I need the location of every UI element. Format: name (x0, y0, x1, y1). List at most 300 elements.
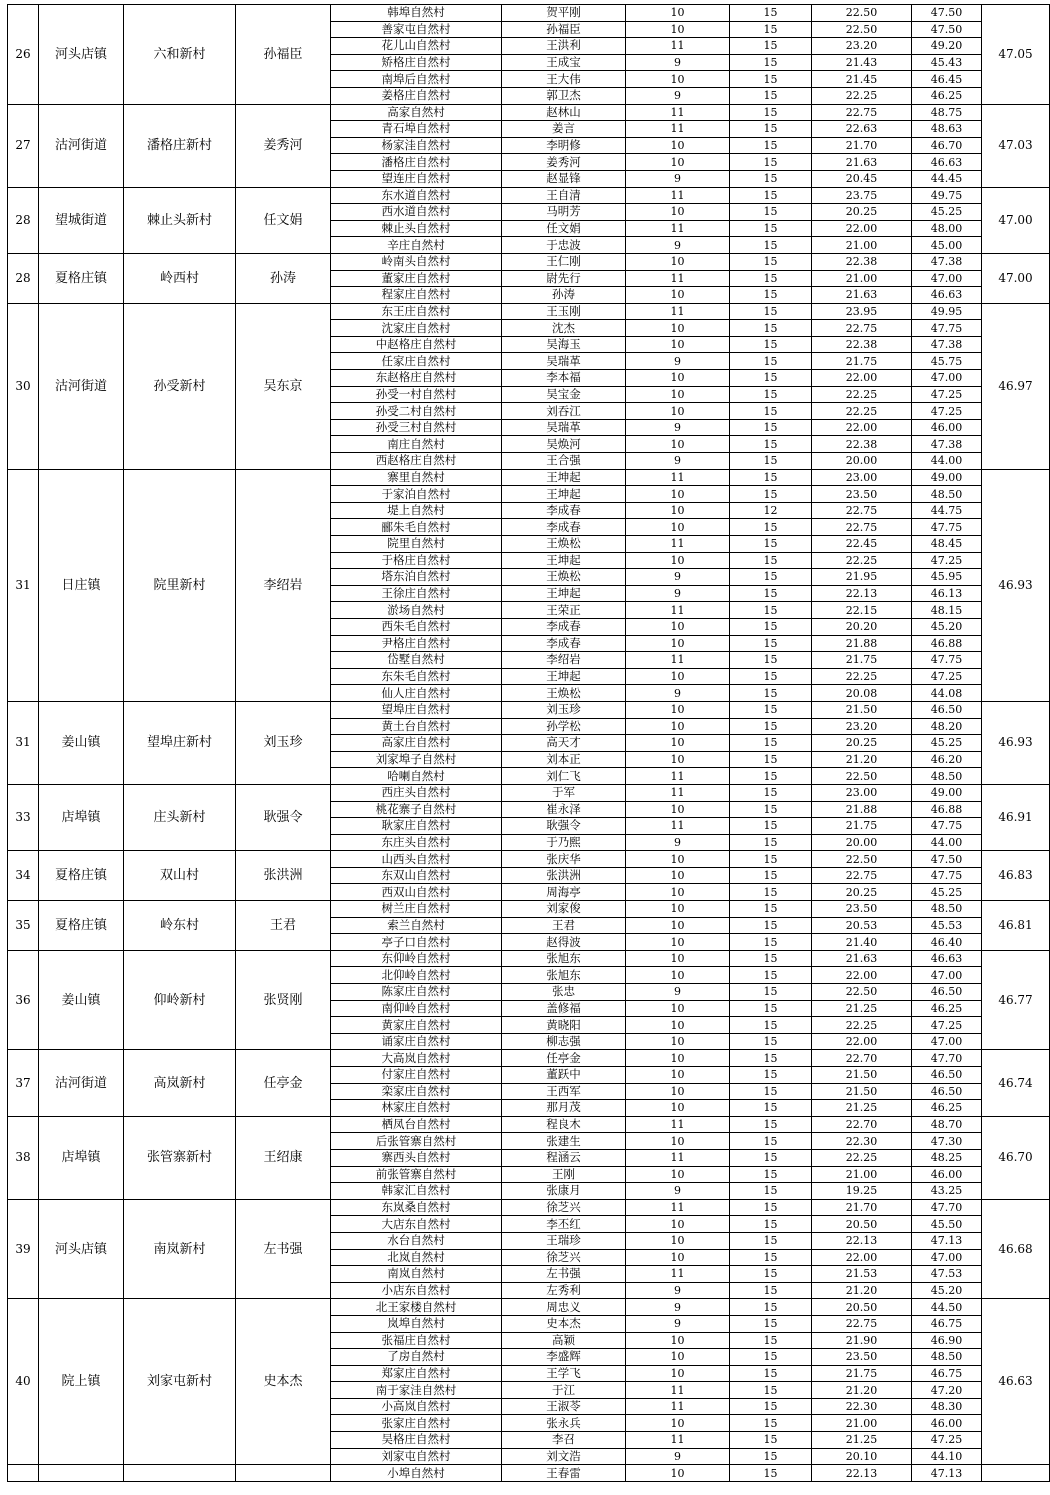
contact-cell: 张旭东 (502, 950, 626, 967)
contact-cell: 赵得波 (502, 934, 626, 951)
score-b-cell: 15 (730, 237, 812, 254)
score-b-cell: 15 (730, 602, 812, 619)
score-c-cell: 21.50 (812, 1067, 912, 1084)
rank-cell: 39 (8, 1199, 39, 1299)
contact-cell: 郭卫杰 (502, 87, 626, 104)
score-a-cell: 10 (626, 1000, 730, 1017)
contact-cell: 李明修 (502, 137, 626, 154)
score-c-cell: 22.25 (812, 87, 912, 104)
total-cell: 47.25 (912, 552, 982, 569)
score-a-cell: 10 (626, 701, 730, 718)
total-cell: 46.75 (912, 1315, 982, 1332)
score-a-cell: 10 (626, 884, 730, 901)
score-b-cell: 12 (730, 502, 812, 519)
score-a-cell: 10 (626, 1166, 730, 1183)
natural-village-cell: 哈喇自然村 (331, 768, 502, 785)
score-b-cell: 15 (730, 1448, 812, 1465)
village-cell: 南岚新村 (124, 1199, 236, 1299)
score-b-cell: 15 (730, 1083, 812, 1100)
town-cell: 沽河街道 (39, 104, 124, 187)
total-cell: 47.38 (912, 253, 982, 270)
total-cell: 45.43 (912, 54, 982, 71)
contact-cell: 王洪利 (502, 38, 626, 55)
score-b-cell: 15 (730, 685, 812, 702)
score-c-cell: 22.75 (812, 519, 912, 536)
total-cell: 47.38 (912, 436, 982, 453)
score-c-cell: 22.00 (812, 370, 912, 387)
contact-cell: 高天才 (502, 735, 626, 752)
score-c-cell: 23.00 (812, 784, 912, 801)
village-cell: 岭东村 (124, 901, 236, 951)
score-b-cell: 15 (730, 718, 812, 735)
score-b-cell: 15 (730, 1315, 812, 1332)
score-c-cell: 20.50 (812, 1299, 912, 1316)
score-b-cell: 15 (730, 270, 812, 287)
total-cell: 45.20 (912, 618, 982, 635)
score-c-cell: 23.50 (812, 486, 912, 503)
score-b-cell: 15 (730, 569, 812, 586)
natural-village-cell: 韩埠自然村 (331, 5, 502, 22)
total-cell: 47.13 (912, 1232, 982, 1249)
score-c-cell: 22.38 (812, 253, 912, 270)
score-a-cell: 11 (626, 1432, 730, 1449)
score-c-cell: 22.38 (812, 336, 912, 353)
contact-cell: 王淑苓 (502, 1398, 626, 1415)
score-c-cell: 22.50 (812, 21, 912, 38)
total-cell: 46.25 (912, 1000, 982, 1017)
score-b-cell: 15 (730, 1000, 812, 1017)
average-cell (982, 1465, 1050, 1482)
natural-village-cell: 沈家庄自然村 (331, 320, 502, 337)
contact-cell: 王仁刚 (502, 253, 626, 270)
score-b-cell: 15 (730, 867, 812, 884)
contact-cell: 吴海玉 (502, 336, 626, 353)
score-c-cell: 22.75 (812, 1315, 912, 1332)
leader-cell: 吴东京 (236, 303, 331, 469)
score-c-cell: 21.75 (812, 818, 912, 835)
score-a-cell: 10 (626, 320, 730, 337)
contact-cell: 王春雷 (502, 1465, 626, 1482)
score-b-cell: 15 (730, 536, 812, 553)
score-c-cell: 20.10 (812, 1448, 912, 1465)
score-b-cell: 15 (730, 253, 812, 270)
natural-village-cell: 孙受三村自然村 (331, 419, 502, 436)
contact-cell: 耿强令 (502, 818, 626, 835)
score-c-cell: 22.70 (812, 1050, 912, 1067)
total-cell: 43.25 (912, 1183, 982, 1200)
contact-cell: 刘本正 (502, 751, 626, 768)
natural-village-cell: 辛庄自然村 (331, 237, 502, 254)
score-a-cell: 11 (626, 220, 730, 237)
natural-village-cell: 棘止头自然村 (331, 220, 502, 237)
natural-village-cell: 西水道自然村 (331, 204, 502, 221)
contact-cell: 马明芳 (502, 204, 626, 221)
score-c-cell: 22.25 (812, 1149, 912, 1166)
score-a-cell: 11 (626, 38, 730, 55)
table-row (8, 784, 1050, 801)
total-cell: 47.00 (912, 1249, 982, 1266)
score-a-cell: 9 (626, 419, 730, 436)
total-cell: 47.25 (912, 1432, 982, 1449)
score-c-cell: 21.00 (812, 1166, 912, 1183)
score-b-cell: 15 (730, 784, 812, 801)
score-a-cell: 10 (626, 967, 730, 984)
contact-cell: 崔永泽 (502, 801, 626, 818)
score-a-cell: 10 (626, 1365, 730, 1382)
score-b-cell: 15 (730, 187, 812, 204)
score-a-cell: 11 (626, 1382, 730, 1399)
leader-cell: 任文娟 (236, 187, 331, 253)
total-cell: 44.45 (912, 170, 982, 187)
score-a-cell: 10 (626, 253, 730, 270)
total-cell: 47.00 (912, 967, 982, 984)
leader-cell: 王绍康 (236, 1116, 331, 1199)
score-b-cell: 15 (730, 303, 812, 320)
table-row (8, 1199, 1050, 1216)
natural-village-cell: 亭子口自然村 (331, 934, 502, 951)
score-c-cell: 22.25 (812, 386, 912, 403)
contact-cell: 王坤起 (502, 486, 626, 503)
score-a-cell: 10 (626, 1033, 730, 1050)
total-cell: 44.00 (912, 834, 982, 851)
contact-cell: 王瑞珍 (502, 1232, 626, 1249)
total-cell: 46.00 (912, 1415, 982, 1432)
score-c-cell: 21.00 (812, 270, 912, 287)
score-b-cell: 15 (730, 1266, 812, 1283)
score-a-cell: 11 (626, 469, 730, 486)
average-cell: 47.05 (982, 5, 1050, 105)
total-cell: 46.25 (912, 1100, 982, 1117)
village-cell: 潘格庄新村 (124, 104, 236, 187)
natural-village-cell: 望连庄自然村 (331, 170, 502, 187)
score-a-cell: 9 (626, 87, 730, 104)
score-b-cell: 15 (730, 21, 812, 38)
score-b-cell: 15 (730, 934, 812, 951)
natural-village-cell: 张福庄自然村 (331, 1332, 502, 1349)
score-c-cell: 23.75 (812, 187, 912, 204)
total-cell: 49.20 (912, 38, 982, 55)
total-cell: 47.75 (912, 652, 982, 669)
score-b-cell: 15 (730, 320, 812, 337)
total-cell: 47.00 (912, 1033, 982, 1050)
score-c-cell: 21.20 (812, 751, 912, 768)
score-b-cell: 15 (730, 1100, 812, 1117)
total-cell: 46.20 (912, 751, 982, 768)
score-a-cell: 11 (626, 270, 730, 287)
rank-cell: 31 (8, 469, 39, 701)
score-b-cell: 15 (730, 204, 812, 221)
score-c-cell: 22.25 (812, 1017, 912, 1034)
leader-cell: 史本杰 (236, 1299, 331, 1465)
contact-cell: 史本杰 (502, 1315, 626, 1332)
contact-cell: 王坤起 (502, 552, 626, 569)
town-cell: 沽河街道 (39, 303, 124, 469)
natural-village-cell: 树兰庄自然村 (331, 901, 502, 918)
contact-cell: 吴瑞革 (502, 353, 626, 370)
total-cell: 45.20 (912, 1282, 982, 1299)
town-cell (39, 1465, 124, 1482)
total-cell: 45.50 (912, 1216, 982, 1233)
score-c-cell: 20.50 (812, 1216, 912, 1233)
score-a-cell: 10 (626, 204, 730, 221)
score-a-cell: 9 (626, 54, 730, 71)
contact-cell: 程良木 (502, 1116, 626, 1133)
rank-cell: 27 (8, 104, 39, 187)
score-a-cell: 10 (626, 934, 730, 951)
contact-cell: 张庆华 (502, 851, 626, 868)
natural-village-cell: 姜格庄自然村 (331, 87, 502, 104)
score-a-cell: 9 (626, 1183, 730, 1200)
natural-village-cell: 付家庄自然村 (331, 1067, 502, 1084)
total-cell: 46.88 (912, 635, 982, 652)
village-cell: 院里新村 (124, 469, 236, 701)
village-cell: 孙受新村 (124, 303, 236, 469)
score-a-cell: 10 (626, 386, 730, 403)
total-cell: 47.75 (912, 519, 982, 536)
natural-village-cell: 东赵格庄自然村 (331, 370, 502, 387)
contact-cell: 王学飞 (502, 1365, 626, 1382)
score-a-cell: 10 (626, 718, 730, 735)
total-cell: 49.00 (912, 784, 982, 801)
contact-cell: 高颖 (502, 1332, 626, 1349)
town-cell: 河头店镇 (39, 5, 124, 105)
table-row (8, 851, 1050, 868)
score-a-cell: 9 (626, 685, 730, 702)
contact-cell: 周海亭 (502, 884, 626, 901)
leader-cell: 孙涛 (236, 253, 331, 303)
natural-village-cell: 大高岚自然村 (331, 1050, 502, 1067)
natural-village-cell: 董家庄自然村 (331, 270, 502, 287)
total-cell: 45.53 (912, 917, 982, 934)
contact-cell: 徐芝兴 (502, 1199, 626, 1216)
score-c-cell: 22.30 (812, 1133, 912, 1150)
table-row (8, 1116, 1050, 1133)
natural-village-cell: 林家庄自然村 (331, 1100, 502, 1117)
score-a-cell: 10 (626, 1050, 730, 1067)
total-cell: 46.63 (912, 287, 982, 304)
leader-cell: 耿强令 (236, 784, 331, 850)
score-c-cell: 22.75 (812, 867, 912, 884)
total-cell: 44.10 (912, 1448, 982, 1465)
total-cell: 45.00 (912, 237, 982, 254)
natural-village-cell: 大店东自然村 (331, 1216, 502, 1233)
leader-cell: 左书强 (236, 1199, 331, 1299)
total-cell: 44.50 (912, 1299, 982, 1316)
contact-cell: 王成宝 (502, 54, 626, 71)
score-a-cell: 9 (626, 353, 730, 370)
score-c-cell: 22.00 (812, 220, 912, 237)
score-b-cell: 15 (730, 486, 812, 503)
score-a-cell: 9 (626, 569, 730, 586)
village-cell: 六和新村 (124, 5, 236, 105)
score-a-cell: 10 (626, 486, 730, 503)
table-row (8, 950, 1050, 967)
total-cell: 48.15 (912, 602, 982, 619)
contact-cell: 尉先行 (502, 270, 626, 287)
total-cell: 47.00 (912, 270, 982, 287)
table-row (8, 187, 1050, 204)
score-a-cell: 10 (626, 5, 730, 22)
average-cell: 46.63 (982, 1299, 1050, 1465)
score-c-cell: 22.75 (812, 320, 912, 337)
score-b-cell: 15 (730, 1299, 812, 1316)
score-b-cell: 15 (730, 1465, 812, 1482)
natural-village-cell: 栖凤台自然村 (331, 1116, 502, 1133)
contact-cell: 刘文浩 (502, 1448, 626, 1465)
natural-village-cell: 中赵格庄自然村 (331, 336, 502, 353)
contact-cell: 王自清 (502, 187, 626, 204)
score-c-cell: 23.00 (812, 469, 912, 486)
average-cell: 47.03 (982, 104, 1050, 187)
score-c-cell: 23.20 (812, 38, 912, 55)
table-row (8, 901, 1050, 918)
natural-village-cell: 尹格庄自然村 (331, 635, 502, 652)
rank-cell: 30 (8, 303, 39, 469)
score-c-cell: 20.53 (812, 917, 912, 934)
total-cell: 46.50 (912, 1083, 982, 1100)
score-b-cell: 15 (730, 1282, 812, 1299)
total-cell: 47.30 (912, 1133, 982, 1150)
rank-cell: 31 (8, 701, 39, 784)
table-row (8, 1050, 1050, 1067)
contact-cell: 姜言 (502, 121, 626, 138)
score-c-cell: 20.08 (812, 685, 912, 702)
natural-village-cell: 前张管寨自然村 (331, 1166, 502, 1183)
contact-cell: 赵显锋 (502, 170, 626, 187)
contact-cell: 李成春 (502, 502, 626, 519)
contact-cell: 王坤起 (502, 668, 626, 685)
contact-cell: 刘仁飞 (502, 768, 626, 785)
total-cell: 47.53 (912, 1266, 982, 1283)
total-cell: 48.70 (912, 1116, 982, 1133)
natural-village-cell: 小店东自然村 (331, 1282, 502, 1299)
natural-village-cell: 岚埠自然村 (331, 1315, 502, 1332)
natural-village-cell: 郦朱毛自然村 (331, 519, 502, 536)
natural-village-cell: 于家泊自然村 (331, 486, 502, 503)
table-row (8, 5, 1050, 22)
score-a-cell: 10 (626, 1349, 730, 1366)
score-c-cell: 21.75 (812, 353, 912, 370)
contact-cell: 那月茂 (502, 1100, 626, 1117)
score-b-cell: 15 (730, 5, 812, 22)
natural-village-cell: 高家庄自然村 (331, 735, 502, 752)
average-cell: 46.93 (982, 469, 1050, 701)
total-cell: 47.50 (912, 851, 982, 868)
score-c-cell: 21.90 (812, 1332, 912, 1349)
total-cell: 47.70 (912, 1050, 982, 1067)
score-c-cell: 22.50 (812, 5, 912, 22)
total-cell: 45.95 (912, 569, 982, 586)
total-cell: 46.75 (912, 1365, 982, 1382)
score-a-cell: 11 (626, 121, 730, 138)
total-cell: 47.00 (912, 370, 982, 387)
natural-village-cell: 桃花寨子自然村 (331, 801, 502, 818)
contact-cell: 于江 (502, 1382, 626, 1399)
natural-village-cell: 西赵格庄自然村 (331, 453, 502, 470)
score-b-cell: 15 (730, 967, 812, 984)
score-a-cell: 10 (626, 336, 730, 353)
score-c-cell: 21.53 (812, 1266, 912, 1283)
score-a-cell: 10 (626, 370, 730, 387)
score-a-cell: 9 (626, 585, 730, 602)
natural-village-cell: 东水道自然村 (331, 187, 502, 204)
contact-cell: 张康月 (502, 1183, 626, 1200)
total-cell: 46.45 (912, 71, 982, 88)
contact-cell: 左秀利 (502, 1282, 626, 1299)
score-b-cell: 15 (730, 287, 812, 304)
natural-village-cell: 山西头自然村 (331, 851, 502, 868)
score-a-cell: 10 (626, 751, 730, 768)
score-c-cell: 22.25 (812, 552, 912, 569)
total-cell: 48.63 (912, 121, 982, 138)
natural-village-cell: 后张管寨自然村 (331, 1133, 502, 1150)
natural-village-cell: 水台自然村 (331, 1232, 502, 1249)
score-b-cell: 15 (730, 1349, 812, 1366)
village-cell: 棘止头新村 (124, 187, 236, 253)
score-c-cell: 21.20 (812, 1382, 912, 1399)
rank-cell: 35 (8, 901, 39, 951)
average-cell: 46.97 (982, 303, 1050, 469)
average-cell: 46.77 (982, 950, 1050, 1050)
contact-cell: 王君 (502, 917, 626, 934)
score-c-cell: 22.30 (812, 1398, 912, 1415)
rank-cell: 38 (8, 1116, 39, 1199)
natural-village-cell: 南仰岭自然村 (331, 1000, 502, 1017)
score-c-cell: 21.25 (812, 1432, 912, 1449)
natural-village-cell: 王徐庄自然村 (331, 585, 502, 602)
contact-cell: 贺平刚 (502, 5, 626, 22)
score-b-cell: 15 (730, 1116, 812, 1133)
natural-village-cell: 东庄头自然村 (331, 834, 502, 851)
score-a-cell: 9 (626, 237, 730, 254)
average-cell: 47.00 (982, 187, 1050, 253)
score-b-cell: 15 (730, 585, 812, 602)
total-cell: 48.50 (912, 901, 982, 918)
score-b-cell: 15 (730, 1232, 812, 1249)
total-cell: 47.50 (912, 21, 982, 38)
contact-cell: 刘家俊 (502, 901, 626, 918)
score-b-cell: 15 (730, 436, 812, 453)
score-c-cell: 21.70 (812, 137, 912, 154)
contact-cell: 赵林山 (502, 104, 626, 121)
score-c-cell: 22.00 (812, 419, 912, 436)
score-a-cell: 10 (626, 1232, 730, 1249)
score-c-cell: 21.95 (812, 569, 912, 586)
rank-cell: 28 (8, 253, 39, 303)
leader-cell: 姜秀河 (236, 104, 331, 187)
score-b-cell: 15 (730, 386, 812, 403)
score-b-cell: 15 (730, 370, 812, 387)
ranking-table (7, 4, 1050, 1482)
natural-village-cell: 于格庄自然村 (331, 552, 502, 569)
score-b-cell: 15 (730, 1133, 812, 1150)
contact-cell: 王西军 (502, 1083, 626, 1100)
score-c-cell: 22.75 (812, 502, 912, 519)
score-c-cell: 22.50 (812, 768, 912, 785)
total-cell: 44.00 (912, 453, 982, 470)
contact-cell: 王坤起 (502, 469, 626, 486)
contact-cell: 孙学松 (502, 718, 626, 735)
score-b-cell: 15 (730, 1332, 812, 1349)
score-c-cell: 19.25 (812, 1183, 912, 1200)
score-a-cell: 9 (626, 453, 730, 470)
average-cell: 46.74 (982, 1050, 1050, 1116)
town-cell: 姜山镇 (39, 950, 124, 1050)
contact-cell: 盖修福 (502, 1000, 626, 1017)
total-cell: 45.25 (912, 884, 982, 901)
score-b-cell: 15 (730, 1183, 812, 1200)
average-cell: 46.70 (982, 1116, 1050, 1199)
